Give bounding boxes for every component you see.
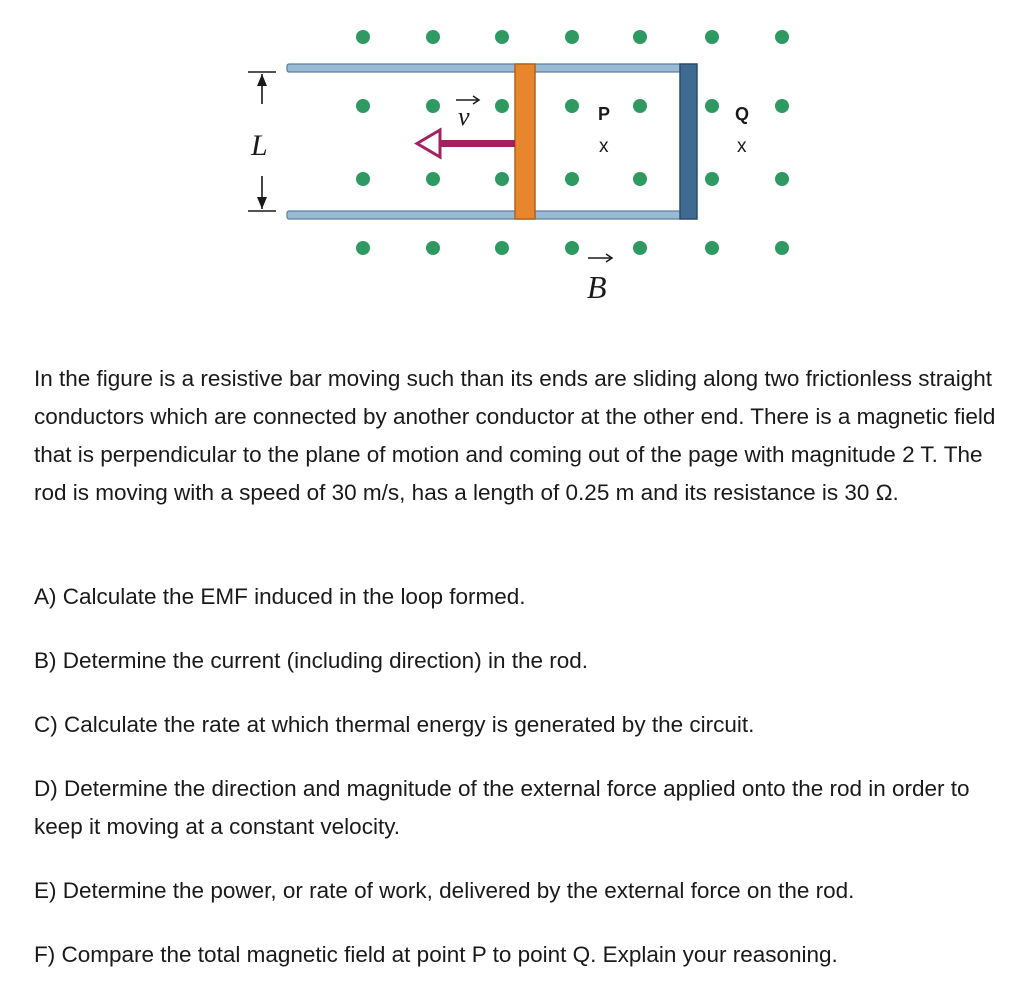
field-dot: [426, 172, 440, 186]
point-q-label: Q: [735, 104, 750, 124]
resistive-rod: [515, 64, 535, 219]
field-dot: [565, 172, 579, 186]
field-dot: [356, 30, 370, 44]
point-q-marker: x: [737, 136, 747, 157]
field-dot: [633, 99, 647, 113]
problem-statement: In the figure is a resistive bar moving such than its ends are sliding along two frictionless straight conductors which are connected by another conductor at the other end. There is a magnetic field that is perpendicular to the plane of motion and coming out of the page with magnitude 2 T. The rod is moving with a speed of 30 m/s, has a length of 0.25 m and its resistance is 30 Ω.: [34, 366, 996, 505]
length-symbol: L: [251, 129, 268, 162]
field-dot: [426, 30, 440, 44]
field-dot: [633, 172, 647, 186]
field-dot: [495, 30, 509, 44]
velocity-arrow: [417, 130, 515, 157]
velocity-symbol: v: [458, 102, 470, 131]
question-a: A) Calculate the EMF induced in the loop formed.: [34, 584, 526, 609]
length-dimension: [248, 72, 276, 211]
velocity-label: [456, 96, 479, 131]
field-dot: [426, 99, 440, 113]
point-p-marker: x: [599, 136, 609, 157]
field-dot: [705, 241, 719, 255]
end-conductor: [680, 64, 697, 219]
field-dot: [705, 99, 719, 113]
point-p-label: P: [598, 104, 611, 124]
field-dot: [356, 99, 370, 113]
bottom-rail: [287, 211, 681, 219]
field-dot: [565, 241, 579, 255]
point-q: [735, 104, 749, 157]
sliding-bar-figure: [0, 0, 1024, 330]
field-dot: [426, 241, 440, 255]
field-label: [587, 254, 612, 305]
question-e: E) Determine the power, or rate of work, delivered by the external force on the rod.: [34, 878, 855, 903]
field-dot: [565, 30, 579, 44]
field-dot: [565, 99, 579, 113]
field-dot: [356, 241, 370, 255]
field-dot: [775, 30, 789, 44]
field-dot: [705, 30, 719, 44]
question-b: B) Determine the current (including direction) in the rod.: [34, 648, 589, 673]
field-dot: [495, 241, 509, 255]
field-symbol: B: [587, 269, 607, 305]
field-dot: [775, 172, 789, 186]
field-dot: [495, 99, 509, 113]
field-dot: [633, 30, 647, 44]
field-dot: [775, 241, 789, 255]
field-dot: [495, 172, 509, 186]
field-dot: [775, 99, 789, 113]
field-dot: [356, 172, 370, 186]
field-dot: [705, 172, 719, 186]
field-dot: [633, 241, 647, 255]
point-p: [598, 104, 610, 157]
question-d: D) Determine the direction and magnitude of the external force applied onto the rod in order to keep it moving at a constant velocity.: [34, 776, 970, 839]
question-c: C) Calculate the rate at which thermal energy is generated by the circuit.: [34, 712, 755, 737]
top-rail: [287, 64, 681, 72]
question-f: F) Compare the total magnetic field at point P to point Q. Explain your reasoning.: [34, 942, 838, 967]
